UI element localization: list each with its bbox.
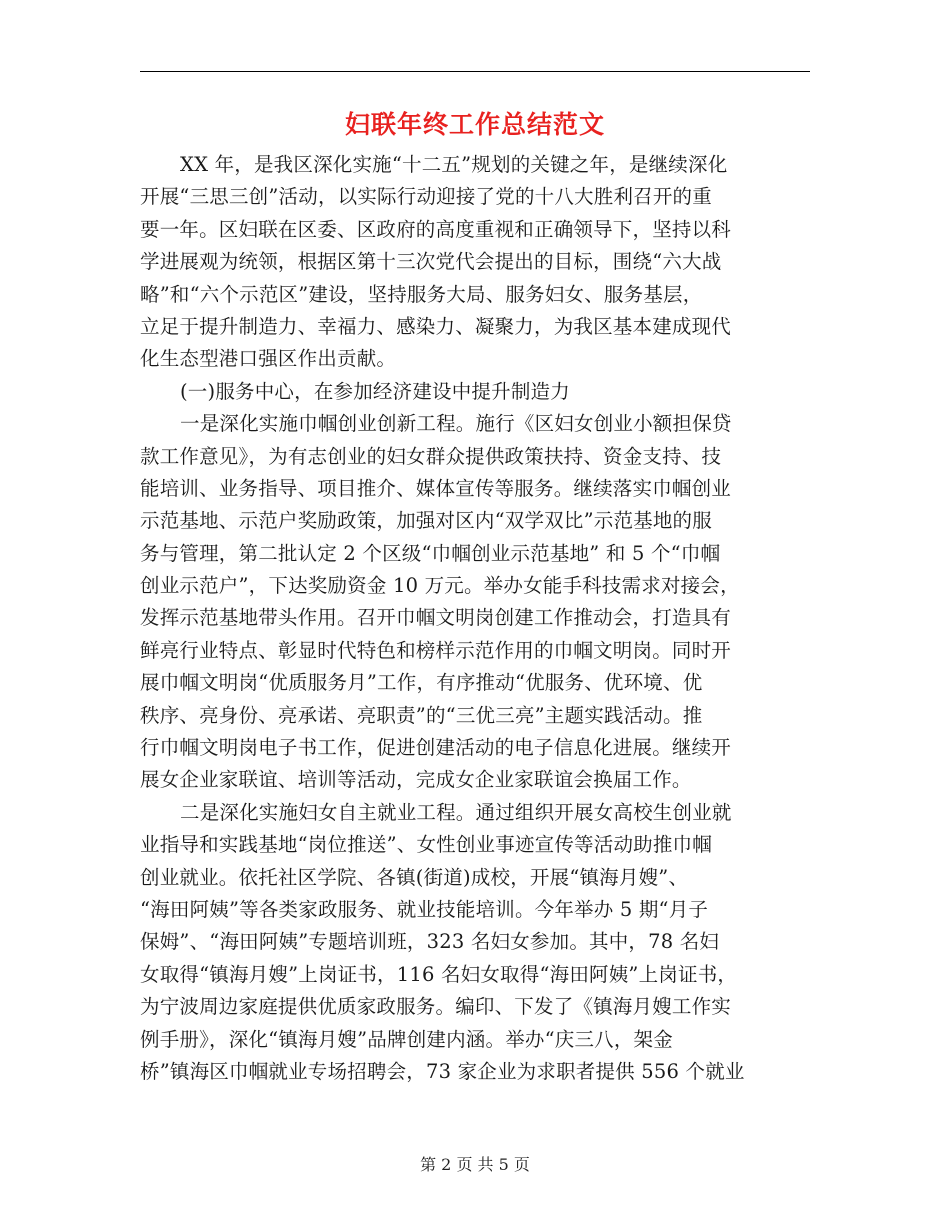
text-line: 保姆”、“海田阿姨”专题培训班，323 名妇女参加。其中，78 名妇 [140,930,720,954]
text-line: 鲜亮行业特点、彰显时代特色和榜样示范作用的巾帼文明岗。同时开 [140,638,732,662]
text-line: 发挥示范基地带头作用。召开巾帼文明岗创建工作推动会，打造具有 [140,606,732,630]
text-line: 展女企业家联谊、培训等活动，完成女企业家联谊会换届工作。 [140,768,692,792]
text-line: 为宁波周边家庭提供优质家政服务。编印、下发了《镇海月嫂工作实 [140,995,732,1019]
text-line: 业指导和实践基地“岗位推送”、女性创业事迹宣传等活动助推巾帼 [140,833,712,857]
text-line: 创业就业。依托社区学院、各镇(街道)成校，开展“镇海月嫂”、 [140,865,689,889]
document-title: 妇联年终工作总结范文 [344,110,605,139]
section-heading: (一)服务中心，在参加经济建设中提升制造力 [180,379,570,403]
text-line: 化生态型港口强区作出贡献。 [140,347,397,371]
text-line: 能培训、业务指导、项目推介、媒体宣传等服务。继续落实巾帼创业 [140,476,732,500]
text-line: 例手册》，深化“镇海月嫂”品牌创建内涵。举办“庆三八，架金 [140,1027,673,1051]
text-line: 二是深化实施妇女自主就业工程。通过组织开展女高校生创业就 [180,800,732,824]
text-line: 开展“三思三创”活动，以实际行动迎接了党的十八大胜利召开的重 [140,185,712,209]
text-line: 务与管理，第二批认定 2 个区级“巾帼创业示范基地” 和 5 个“巾帼 [140,541,721,565]
header-rule [140,71,810,72]
text-line: 桥”镇海区巾帼就业专场招聘会，73 家企业为求职者提供 556 个就业 [140,1059,745,1083]
text-line: “海田阿姨”等各类家政服务、就业技能培训。今年举办 5 期“月子 [140,897,709,921]
text-line: 示范基地、示范户奖励政策，加强对区内“双学双比”示范基地的服 [140,509,712,533]
text-line: 展巾帼文明岗“优质服务月”工作，有序推动“优服务、优环境、优 [140,671,703,695]
text-line: 创业示范户”，下达奖励资金 10 万元。举办女能手科技需求对接会， [140,574,740,598]
text-line: 行巾帼文明岗电子书工作，促进创建活动的电子信息化进展。继续开 [140,736,732,760]
text-line: 要一年。区妇联在区委、区政府的高度重视和正确领导下，坚持以科 [140,217,732,241]
text-line: 略”和“六个示范区”建设，坚持服务大局、服务妇女、服务基层， [140,282,703,306]
text-line: 款工作意见》，为有志创业的妇女群众提供政策扶持、资金支持、技 [140,444,722,468]
text-line: 女取得“镇海月嫂”上岗证书，116 名妇女取得“海田阿姨”上岗证书， [140,962,738,986]
text-line: 立足于提升制造力、幸福力、感染力、凝聚力，为我区基本建成现代 [140,314,732,338]
document-body [140,149,830,1088]
text-line: 秩序、亮身份、亮承诺、亮职责”的“三优三亮”主题实践活动。推 [140,703,703,727]
page-number: 第 2 页 共 5 页 [420,1155,530,1174]
text-line: XX 年，是我区深化实施“十二五”规划的关键之年，是继续深化 [180,153,728,176]
text-line: 一是深化实施巾帼创业创新工程。施行《区妇女创业小额担保贷 [180,412,732,436]
text-line: 学进展观为统领，根据区第十三次党代会提出的目标，围绕“六大战 [140,250,722,274]
